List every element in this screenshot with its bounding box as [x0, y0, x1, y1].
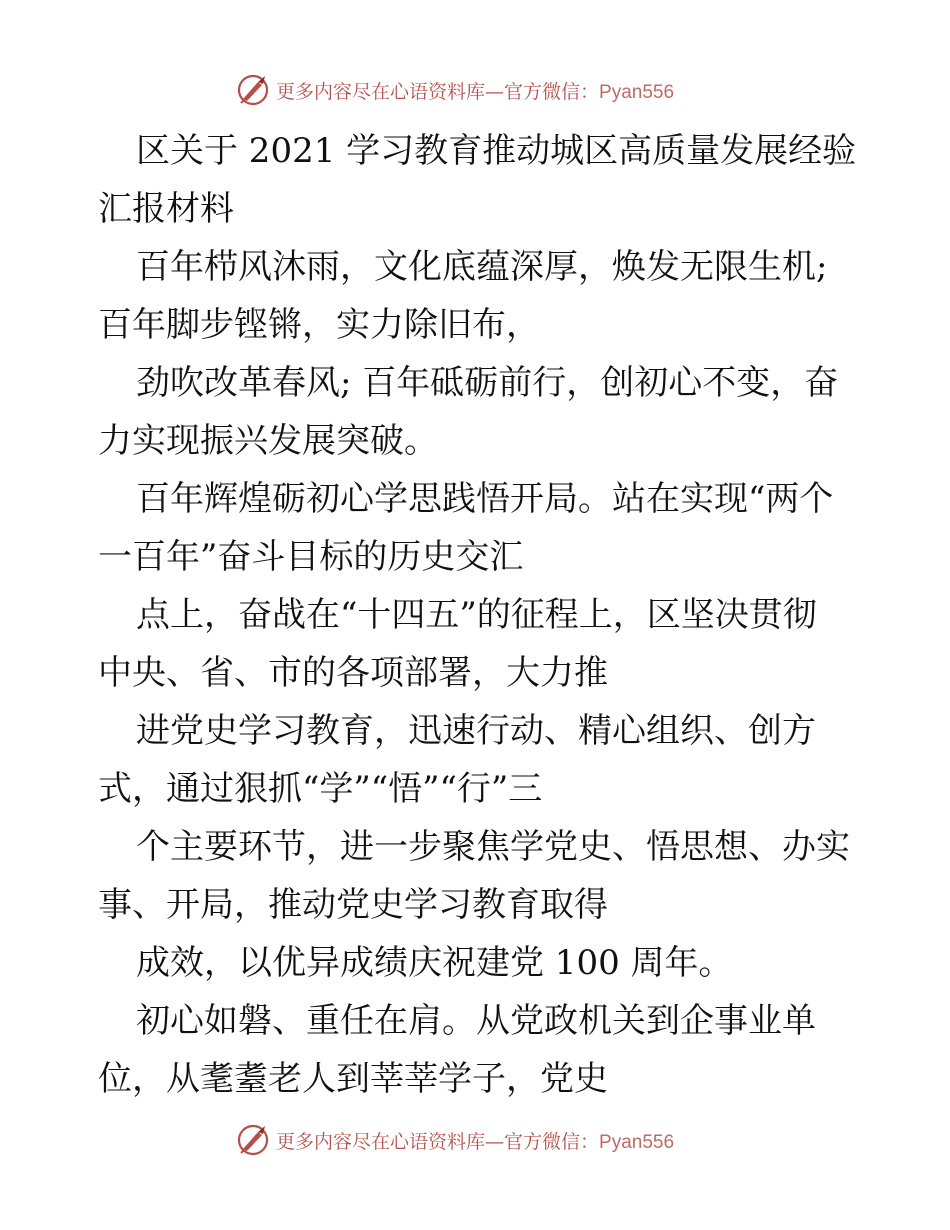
watermark-contact-label: 官方微信：: [504, 80, 600, 103]
watermark-contact-id: Pyan556: [599, 1131, 675, 1153]
text-line: 一百年”奋斗目标的历史交汇: [98, 537, 524, 577]
text-line: 个主要环节，进一步聚焦学党史、悟思想、办实: [136, 827, 850, 867]
text-line: 位，从耄耋老人到莘莘学子，党史: [98, 1059, 608, 1099]
footer-watermark: [236, 1122, 674, 1158]
header-watermark: [236, 72, 674, 108]
text-line: 力实现振兴发展突破。: [98, 421, 438, 461]
text-line: 汇报材料: [98, 189, 234, 229]
watermark-contact-label: 官方微信：: [504, 1130, 600, 1153]
text-line: 事、开局，推动党史学习教育取得: [98, 885, 608, 925]
watermark-separator: —: [485, 80, 505, 103]
watermark-text: [276, 77, 674, 104]
watermark-main-text: 更多内容尽在心语资料库: [276, 1130, 486, 1153]
text-line: 百年脚步铿锵，实力除旧布，: [98, 305, 540, 345]
text-line: 点上，奋战在“十四五”的征程上，区坚决贯彻: [136, 595, 817, 635]
watermark-main-text: 更多内容尽在心语资料库: [276, 80, 486, 103]
text-line: 初心如磐、重任在肩。从党政机关到企事业单: [136, 1001, 816, 1041]
document-body: [98, 122, 858, 1108]
watermark-text: [276, 1127, 674, 1154]
text-line: 劲吹改革春风; 百年砥砺前行，创初心不变，奋: [136, 363, 839, 403]
quill-pen-logo-icon: [236, 73, 270, 107]
text-line: 进党史学习教育，迅速行动、精心组织、创方: [136, 711, 816, 751]
quill-pen-logo-icon: [236, 1123, 270, 1157]
text-line: 百年栉风沐雨，文化底蕴深厚，焕发无限生机;: [136, 247, 828, 287]
watermark-contact-id: Pyan556: [599, 81, 675, 103]
watermark-separator: —: [485, 1130, 505, 1153]
text-line: 成效，以优异成绩庆祝建党 100 周年。: [136, 943, 733, 983]
text-line: 百年辉煌砺初心学思践悟开局。站在实现“两个: [136, 479, 834, 519]
text-line: 式，通过狠抓“学”“悟”“行”三: [98, 769, 543, 809]
text-line: 中央、省、市的各项部署，大力推: [98, 653, 608, 693]
text-line: 区关于 2021 学习教育推动城区高质量发展经验: [136, 131, 857, 171]
